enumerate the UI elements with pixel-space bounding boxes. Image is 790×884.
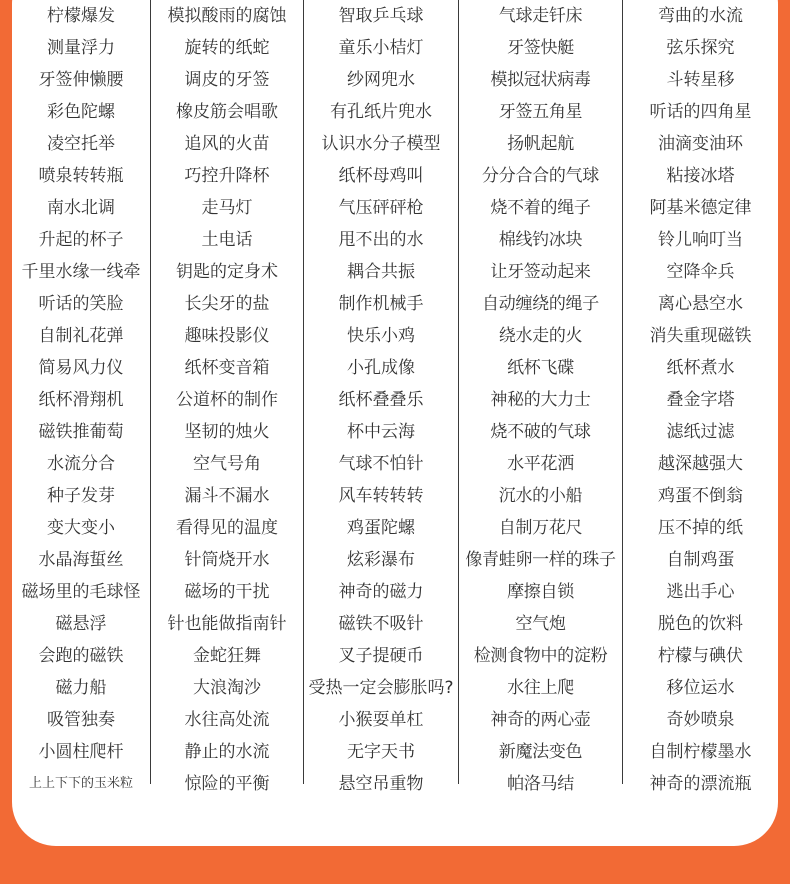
experiment-item: 针也能做指南针	[167, 614, 287, 634]
experiment-item: 升起的杯子	[38, 230, 124, 250]
experiment-item: 模拟酸雨的腐蚀	[167, 6, 287, 26]
experiment-item: 脱色的饮料	[658, 614, 743, 634]
experiment-item: 调皮的牙签	[184, 70, 270, 90]
experiment-item: 看得见的温度	[176, 518, 278, 538]
experiment-item: 钥匙的定身术	[176, 262, 278, 282]
experiment-column-3	[304, 0, 459, 794]
experiment-item: 坚韧的烛火	[184, 422, 270, 442]
experiment-grid	[12, 0, 778, 794]
experiment-item: 甩不出的水	[338, 230, 424, 250]
experiment-item: 神奇的两心壶	[490, 710, 591, 730]
experiment-item: 像青蛙卵一样的珠子	[465, 550, 616, 570]
experiment-item: 听话的笑脸	[38, 294, 124, 314]
experiment-item: 吸管独奏	[47, 710, 115, 730]
experiment-item: 漏斗不漏水	[184, 486, 270, 506]
experiment-item: 会跑的磁铁	[38, 646, 124, 666]
experiment-item: 水往上爬	[507, 678, 574, 698]
experiment-item: 公道杯的制作	[176, 390, 278, 410]
experiment-item: 磁铁不吸针	[338, 614, 424, 634]
experiment-item: 气球走钎床	[498, 6, 583, 26]
experiment-item: 自制柠檬墨水	[649, 742, 752, 762]
experiment-item: 针筒烧开水	[184, 550, 270, 570]
experiment-item: 让牙签动起来	[490, 262, 591, 282]
experiment-item: 纱网兜水	[347, 70, 415, 90]
experiment-column-2	[151, 0, 304, 794]
experiment-item: 纸杯变音箱	[184, 358, 270, 378]
experiment-item: 检测食物中的淀粉	[473, 646, 608, 666]
experiment-item: 制作机械手	[338, 294, 424, 314]
experiment-item: 牙签伸懒腰	[38, 70, 124, 90]
experiment-item: 移位运水	[666, 678, 735, 698]
experiment-item: 悬空吊重物	[338, 774, 424, 794]
experiment-item: 南水北调	[47, 198, 115, 218]
experiment-item: 纸杯叠叠乐	[338, 390, 424, 410]
experiment-item: 喷泉转转瓶	[38, 166, 124, 186]
experiment-item: 炫彩瀑布	[347, 550, 415, 570]
experiment-item: 测量浮力	[47, 38, 115, 58]
experiment-item: 水平花洒	[507, 454, 574, 474]
experiment-item: 气压砰砰枪	[338, 198, 424, 218]
experiment-item: 凌空托举	[47, 134, 115, 154]
experiment-item: 自动缠绕的绳子	[482, 294, 599, 314]
experiment-item: 神奇的漂流瓶	[649, 774, 752, 794]
experiment-item: 铃儿响叮当	[658, 230, 743, 250]
experiment-item: 快乐小鸡	[347, 326, 415, 346]
experiment-item: 追风的火苗	[184, 134, 270, 154]
experiment-item: 分分合合的气球	[482, 166, 599, 186]
experiment-item: 自制礼花弹	[38, 326, 124, 346]
experiment-item: 神秘的大力士	[490, 390, 591, 410]
experiment-item: 粘接冰塔	[666, 166, 735, 186]
experiment-item: 长尖牙的盐	[184, 294, 270, 314]
experiment-item: 气球不怕针	[338, 454, 424, 474]
experiment-item: 弯曲的水流	[658, 6, 743, 26]
experiment-item: 摩擦自锁	[507, 582, 574, 602]
experiment-item: 土电话	[201, 230, 253, 250]
experiment-item: 叉子提硬币	[338, 646, 424, 666]
experiment-item: 小猴耍单杠	[338, 710, 424, 730]
experiment-item: 有孔纸片兜水	[330, 102, 432, 122]
experiment-item: 千里水缘一线牵	[21, 262, 141, 282]
experiment-item: 水晶海蜇丝	[38, 550, 124, 570]
experiment-item: 自制鸡蛋	[666, 550, 735, 570]
experiment-item: 小孔成像	[347, 358, 415, 378]
experiment-item: 智取乒乓球	[338, 6, 424, 26]
experiment-item: 柠檬爆发	[47, 6, 115, 26]
experiment-item: 变大变小	[47, 518, 115, 538]
experiment-item: 消失重现磁铁	[649, 326, 752, 346]
experiment-item: 叠金字塔	[666, 390, 735, 410]
experiment-item: 磁铁推葡萄	[38, 422, 124, 442]
experiment-item: 棉线钓冰块	[498, 230, 583, 250]
experiment-item: 压不掉的纸	[658, 518, 743, 538]
experiment-item: 杯中云海	[347, 422, 415, 442]
experiment-item: 阿基米德定律	[649, 198, 752, 218]
experiment-item: 空气炮	[515, 614, 566, 634]
experiment-item: 听话的四角星	[649, 102, 752, 122]
experiment-item: 烧不着的绳子	[490, 198, 591, 218]
experiment-item: 水流分合	[47, 454, 115, 474]
experiment-item: 自制万花尺	[498, 518, 583, 538]
experiment-item: 金蛇狂舞	[193, 646, 261, 666]
experiment-item: 逃出手心	[666, 582, 735, 602]
experiment-item: 空气号角	[193, 454, 261, 474]
experiment-item: 越深越强大	[658, 454, 743, 474]
experiment-item: 彩色陀螺	[47, 102, 115, 122]
experiment-item: 风车转转转	[338, 486, 424, 506]
experiment-column-5	[623, 0, 778, 794]
experiment-item: 奇妙喷泉	[666, 710, 735, 730]
experiment-item: 斗转星移	[666, 70, 735, 90]
experiment-item: 认识水分子模型	[321, 134, 441, 154]
experiment-item: 磁悬浮	[55, 614, 107, 634]
experiment-item: 种子发芽	[47, 486, 115, 506]
experiment-item: 扬帆起航	[507, 134, 574, 154]
experiment-item: 牙签快艇	[507, 38, 574, 58]
experiment-item: 纸杯母鸡叫	[338, 166, 424, 186]
experiment-item: 上上下下的玉米粒	[28, 776, 133, 791]
experiment-item: 鸡蛋陀螺	[347, 518, 415, 538]
experiment-item: 旋转的纸蛇	[184, 38, 270, 58]
experiment-column-4	[459, 0, 623, 794]
experiment-item: 简易风力仪	[38, 358, 124, 378]
experiment-item: 鸡蛋不倒翁	[658, 486, 743, 506]
experiment-item: 油滴变油环	[658, 134, 743, 154]
experiment-item: 水往高处流	[184, 710, 270, 730]
experiment-item: 磁力船	[55, 678, 107, 698]
experiment-item: 趣味投影仪	[184, 326, 270, 346]
experiment-item: 橡皮筋会唱歌	[176, 102, 278, 122]
experiment-item: 纸杯滑翔机	[38, 390, 124, 410]
experiment-item: 走马灯	[201, 198, 253, 218]
experiment-item: 纸杯飞碟	[507, 358, 574, 378]
experiment-item: 惊险的平衡	[184, 774, 270, 794]
experiment-item: 耦合共振	[347, 262, 415, 282]
experiment-item: 牙签五角星	[498, 102, 583, 122]
experiment-item: 静止的水流	[184, 742, 270, 762]
experiment-item: 模拟冠状病毒	[490, 70, 591, 90]
experiment-item: 巧控升降杯	[184, 166, 270, 186]
experiment-item: 无字天书	[347, 742, 415, 762]
experiment-item: 绕水走的火	[498, 326, 583, 346]
experiment-item: 受热一定会膨胀吗?	[308, 678, 454, 698]
experiment-item: 大浪淘沙	[193, 678, 261, 698]
experiment-item: 帕洛马结	[507, 774, 574, 794]
experiment-item: 新魔法变色	[498, 742, 583, 762]
experiment-item: 柠檬与碘伏	[658, 646, 743, 666]
experiment-item: 弦乐探究	[666, 38, 735, 58]
experiment-list-card	[12, 0, 778, 846]
experiment-item: 滤纸过滤	[666, 422, 735, 442]
experiment-item: 神奇的磁力	[338, 582, 424, 602]
experiment-item: 空降伞兵	[666, 262, 735, 282]
experiment-item: 磁场里的毛球怪	[21, 582, 141, 602]
experiment-item: 沉水的小船	[498, 486, 583, 506]
experiment-item: 磁场的干扰	[184, 582, 270, 602]
experiment-item: 烧不破的气球	[490, 422, 591, 442]
experiment-item: 纸杯煮水	[666, 358, 735, 378]
experiment-item: 小圆柱爬杆	[38, 742, 124, 762]
experiment-column-1	[12, 0, 151, 791]
experiment-item: 童乐小桔灯	[338, 38, 424, 58]
experiment-item: 离心悬空水	[658, 294, 743, 314]
